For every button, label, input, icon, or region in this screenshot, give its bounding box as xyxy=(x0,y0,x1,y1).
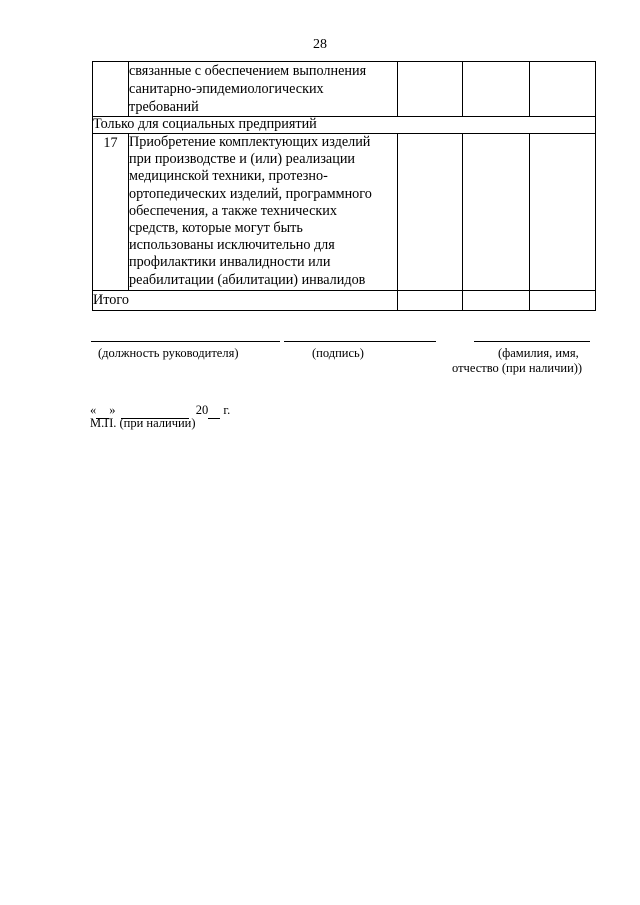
date-open-quote: « xyxy=(90,403,97,417)
year-prefix: 20 xyxy=(195,403,209,417)
row-number-cell xyxy=(93,62,129,117)
name-signature-line xyxy=(474,341,590,342)
empty-value-cell xyxy=(530,134,596,291)
section-header: Только для социальных предприятий xyxy=(93,117,596,134)
row-name-line: санитарно-эпидемиологических xyxy=(129,81,324,97)
total-label: Итого xyxy=(93,291,398,311)
row-name-line: использованы исключительно для xyxy=(129,237,335,254)
year-blank xyxy=(208,402,220,419)
stamp-label: М.П. (при наличии) xyxy=(90,416,196,430)
row-name-line: требований xyxy=(129,99,199,115)
row-name-line: профилактики инвалидности или xyxy=(129,254,331,271)
empty-value-cell xyxy=(398,291,463,311)
row-name-line: ортопедических изделий, программного xyxy=(129,185,372,202)
row-name-line: реабилитации (абилитации) инвалидов xyxy=(129,271,366,288)
position-signature-line xyxy=(91,341,280,342)
table-row-item-17 xyxy=(93,134,596,291)
report-table xyxy=(92,61,596,311)
empty-value-cell xyxy=(530,291,596,311)
row-name-line: средств, которые могут быть xyxy=(129,220,303,237)
empty-value-cell xyxy=(398,134,463,291)
position-label: (должность руководителя) xyxy=(98,346,239,360)
row-name-cell xyxy=(129,134,398,291)
empty-value-cell xyxy=(530,62,596,117)
year-suffix: г. xyxy=(220,403,231,417)
row-number-cell: 17 xyxy=(93,134,129,291)
row-name-line: связанные с обеспечением выполнения xyxy=(129,63,367,79)
empty-value-cell xyxy=(463,291,530,311)
row-name-line: Приобретение комплектующих изделий xyxy=(129,134,371,150)
table-row-total xyxy=(93,291,596,311)
name-label-line2: отчество (при наличии)) xyxy=(452,361,583,375)
signature-line xyxy=(284,341,436,342)
table-row-continued xyxy=(93,62,596,117)
name-label-line1: (фамилия, имя, xyxy=(498,346,579,360)
row-name-line: обеспечения, а также технических xyxy=(129,202,337,219)
table-row-section xyxy=(93,117,596,134)
empty-value-cell xyxy=(398,62,463,117)
date-close-quote: » xyxy=(109,403,116,417)
row-name-line: медицинской техники, протезно- xyxy=(129,168,328,185)
row-name-line: при производстве и (или) реализации xyxy=(129,151,356,168)
page-number: 28 xyxy=(313,37,327,52)
empty-value-cell xyxy=(463,62,530,117)
empty-value-cell xyxy=(463,134,530,291)
row-name-cell xyxy=(129,62,398,117)
signature-label: (подпись) xyxy=(312,346,364,360)
